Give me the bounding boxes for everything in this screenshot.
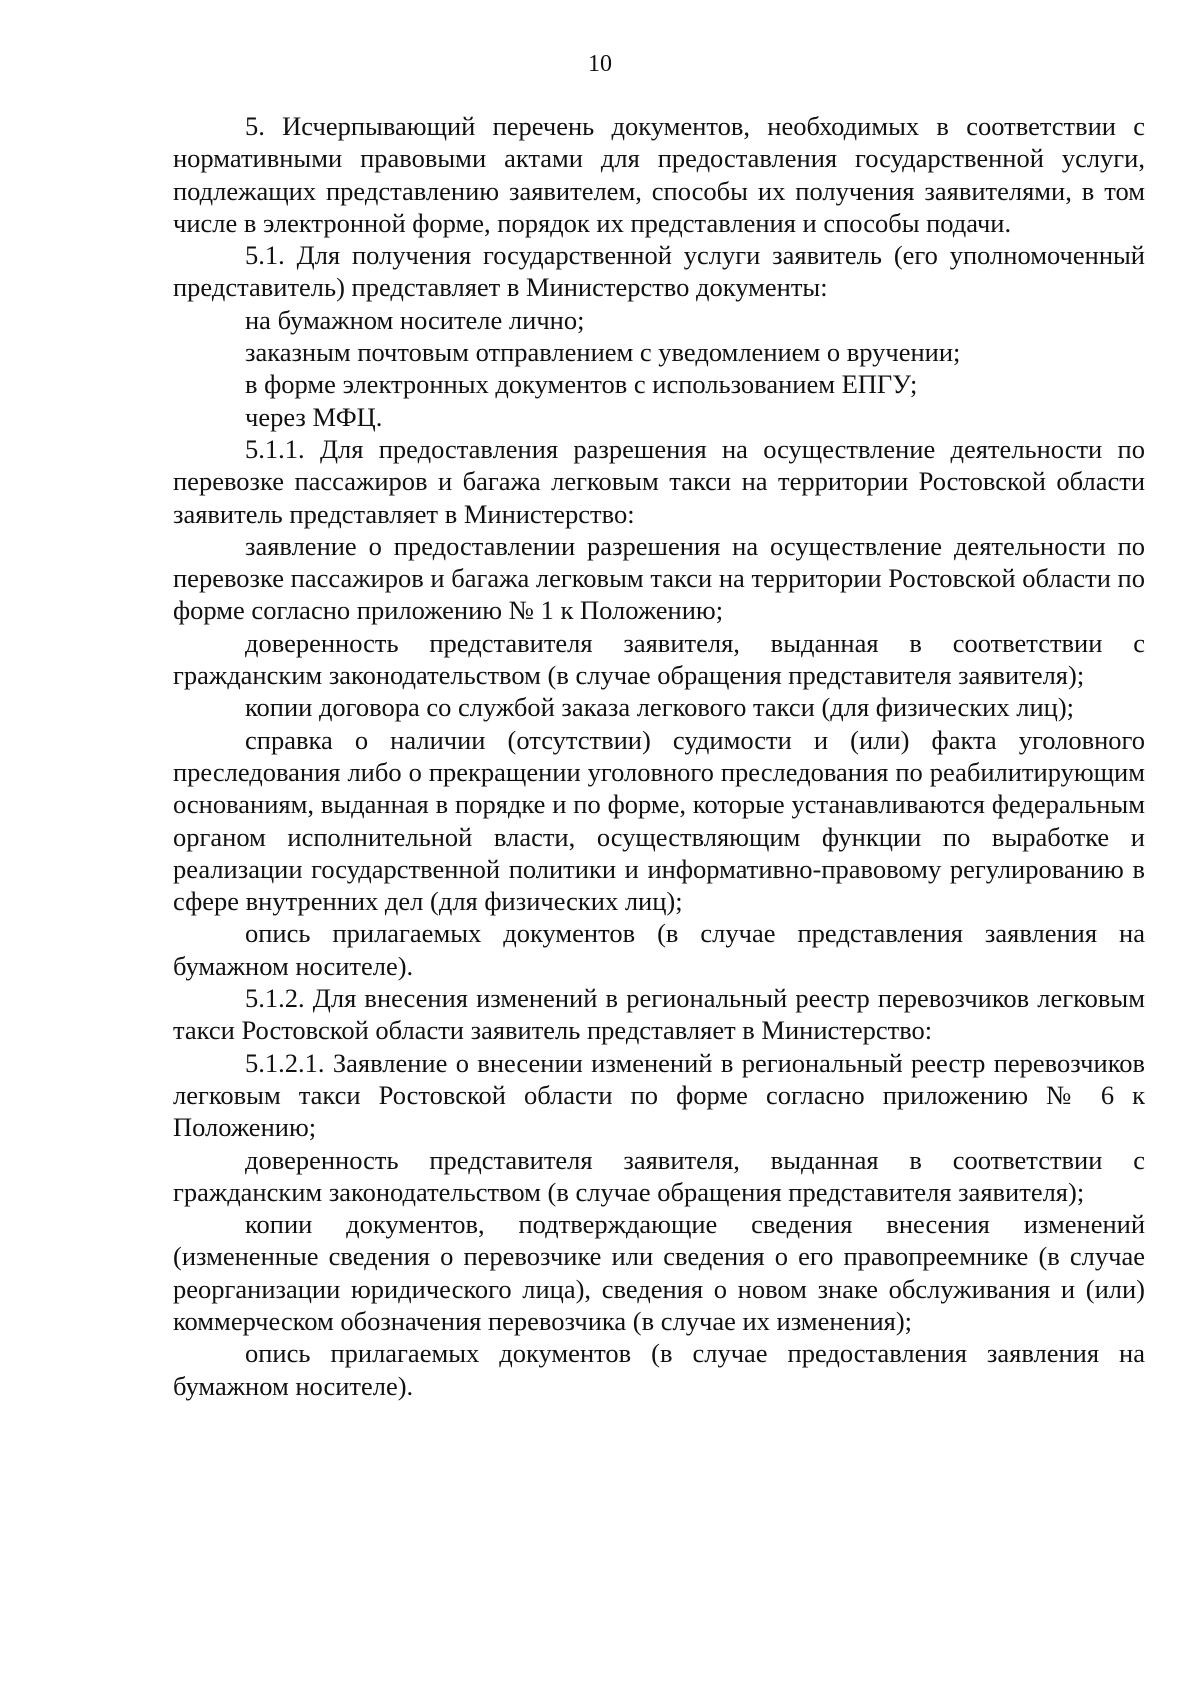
page-number: 10 xyxy=(588,51,612,77)
paragraph-power-of-attorney: доверенность представителя заявителя, выданная в соответствии с гражданским законодательством (в случае обращения представителя заявителя); xyxy=(173,627,1145,691)
paragraph-5-1: 5.1. Для получения государственной услуги заявитель (его уполномоченный представитель) представляет в Министерство документы: xyxy=(173,240,1145,303)
paragraph-criminal-record: справка о наличии (отсутствии) судимости и (или) факта уголовного преследования либо о прекращении уголовного преследования по реабилитирующим основаниям, выданная в порядке и по форме, которые устанавливаются федеральным органом исполнительной власти, осуществляющим функции по выработке и реализации государственной политики и информативно-правовому регулированию в сфере внутренних дел (для физических лиц); xyxy=(173,724,1145,917)
paragraph-5-1-2: 5.1.2. Для внесения изменений в региональный реестр перевозчиков легковым такси Ростовской области заявитель представляет в Министерство: xyxy=(173,983,1145,1046)
paragraph-power-of-attorney-2: доверенность представителя заявителя, выданная в соответствии с гражданским законодательством (в случае обращения представителя заявителя); xyxy=(173,1144,1145,1207)
document-body xyxy=(173,110,1145,1402)
paragraph-inventory: опись прилагаемых документов (в случае представления заявления на бумажном носителе). xyxy=(173,918,1145,981)
paragraph-5-1-1: 5.1.1. Для предоставления разрешения на осуществление деятельности по перевозке пассажиров и багажа легковым такси на территории Ростовской области заявитель представляет в Министерство: xyxy=(173,433,1145,529)
list-item-mail: заказным почтовым отправлением с уведомлением о вручении; xyxy=(245,337,961,368)
list-item-epgu: в форме электронных документов с использованием ЕПГУ; xyxy=(245,369,918,400)
paragraph-5: 5. Исчерпывающий перечень документов, необходимых в соответствии с нормативными правовыми актами для предоставления государственной услуги, подлежащих представлению заявителем, способы их получения заявителями, в том числе в электронной форме, порядок их представления и способы подачи. xyxy=(173,111,1145,238)
paragraph-contract-copies: копии договора со службой заказа легкового такси (для физических лиц); xyxy=(245,692,1075,723)
paragraph-application: заявление о предоставлении разрешения на осуществление деятельности по перевозке пассажиров и багажа легковым такси на территории Ростовской области по форме согласно приложению № 1 к Положению; xyxy=(173,530,1145,626)
paragraph-5-1-2-1: 5.1.2.1. Заявление о внесении изменений в региональный реестр перевозчиков легковым такси Ростовской области по форме согласно приложению № 6 к Положению; xyxy=(173,1047,1145,1143)
list-item-paper: на бумажном носителе лично; xyxy=(245,304,585,335)
paragraph-document-copies: копии документов, подтверждающие сведения внесения изменений (измененные сведения о перевозчике или сведения о его правопреемнике (в случае реорганизации юридического лица), сведения о новом знаке обслуживания и (или) коммерческом обозначения перевозчика (в случае их изменения); xyxy=(173,1209,1145,1336)
paragraph-inventory-2: опись прилагаемых документов (в случае предоставления заявления на бумажном носителе). xyxy=(173,1338,1145,1401)
list-item-mfc: через МФЦ. xyxy=(245,401,383,432)
